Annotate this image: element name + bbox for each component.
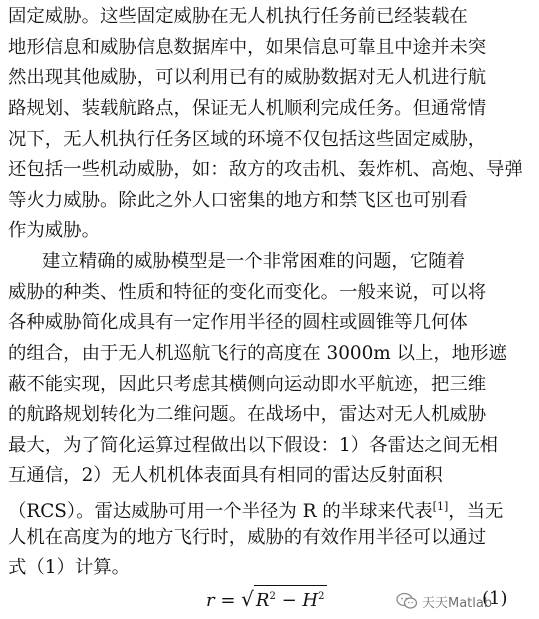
text-line: 蔽不能实现，因此只考虑其横侧向运动即水平航迹，把三维 [8, 373, 487, 395]
text-line: 况下，无人机执行任务区域的环境不仅包括这些固定威胁， [8, 128, 487, 150]
text-line-segment: （RCS）。雷达威胁可用一个半径为 R 的半球来代表 [8, 501, 433, 523]
text-line: 路规划、装载航路点，保证无人机顺利完成任务。但通常情 [8, 97, 487, 119]
radicand [254, 585, 327, 612]
text-line: 式（1）计算。 [8, 557, 131, 579]
text-line: 各种威胁简化成具有一定作用半径的圆柱或圆锥等几何体 [8, 312, 468, 334]
text-line: 威胁的种类、性质和特征的变化而变化。一般来说，可以将 [8, 281, 487, 303]
equation-exponent: 2 [269, 591, 276, 602]
text-line: 人机在高度为的地方飞行时，威胁的有效作用半径可以通过 [8, 526, 487, 548]
equation-lhs: r [206, 590, 215, 611]
equation-minus: − [281, 590, 297, 611]
equation-exponent: 2 [318, 591, 325, 602]
square-root [241, 582, 326, 618]
watermark [396, 590, 492, 612]
text-line [8, 492, 524, 523]
text-line: 地形信息和威胁信息数据库中，如果信息可靠且中途并未突 [8, 36, 487, 58]
equation-term-r: R [255, 590, 270, 611]
text-line: 互通信，2）无人机机体表面具有相同的雷达反射面积 [8, 465, 443, 487]
text-line: 最大，为了简化运算过程做出以下假设：1）各雷达之间无相 [8, 434, 498, 456]
text-line: 固定威胁。这些固定威胁在无人机执行任务前已经装载在 [8, 6, 468, 27]
equation-1 [206, 582, 327, 616]
equation-term-h: H [302, 590, 319, 611]
text-line: 的航路规划转化为二维问题。在战场中，雷达对无人机威胁 [8, 404, 487, 426]
equation-number: (1) [482, 588, 508, 609]
wechat-icon [396, 592, 418, 610]
citation-mark[interactable]: [1] [432, 500, 449, 514]
equation-equals: = [220, 590, 236, 611]
text-line: 然出现其他威胁，可以利用已有的威胁数据对无人机进行航 [8, 67, 487, 89]
text-line: 等火力威胁。除此之外人口密集的地方和禁飞区也可别看 [8, 189, 468, 211]
text-line: 作为威胁。 [8, 220, 100, 242]
watermark-text: 天天Matlab [422, 595, 493, 611]
text-line: 建立精确的威胁模型是一个非常困难的问题，它随着 [42, 251, 465, 273]
radical-sign-icon: √ [241, 587, 254, 611]
text-line: 还包括一些机动威胁，如：敌方的攻击机、轰炸机、高炮、导弹 [8, 159, 523, 181]
text-line-segment: ，当无 [448, 501, 504, 523]
text-line: 的组合，由于无人机巡航飞行的高度在 3000m 以上，地形遮 [8, 342, 507, 364]
